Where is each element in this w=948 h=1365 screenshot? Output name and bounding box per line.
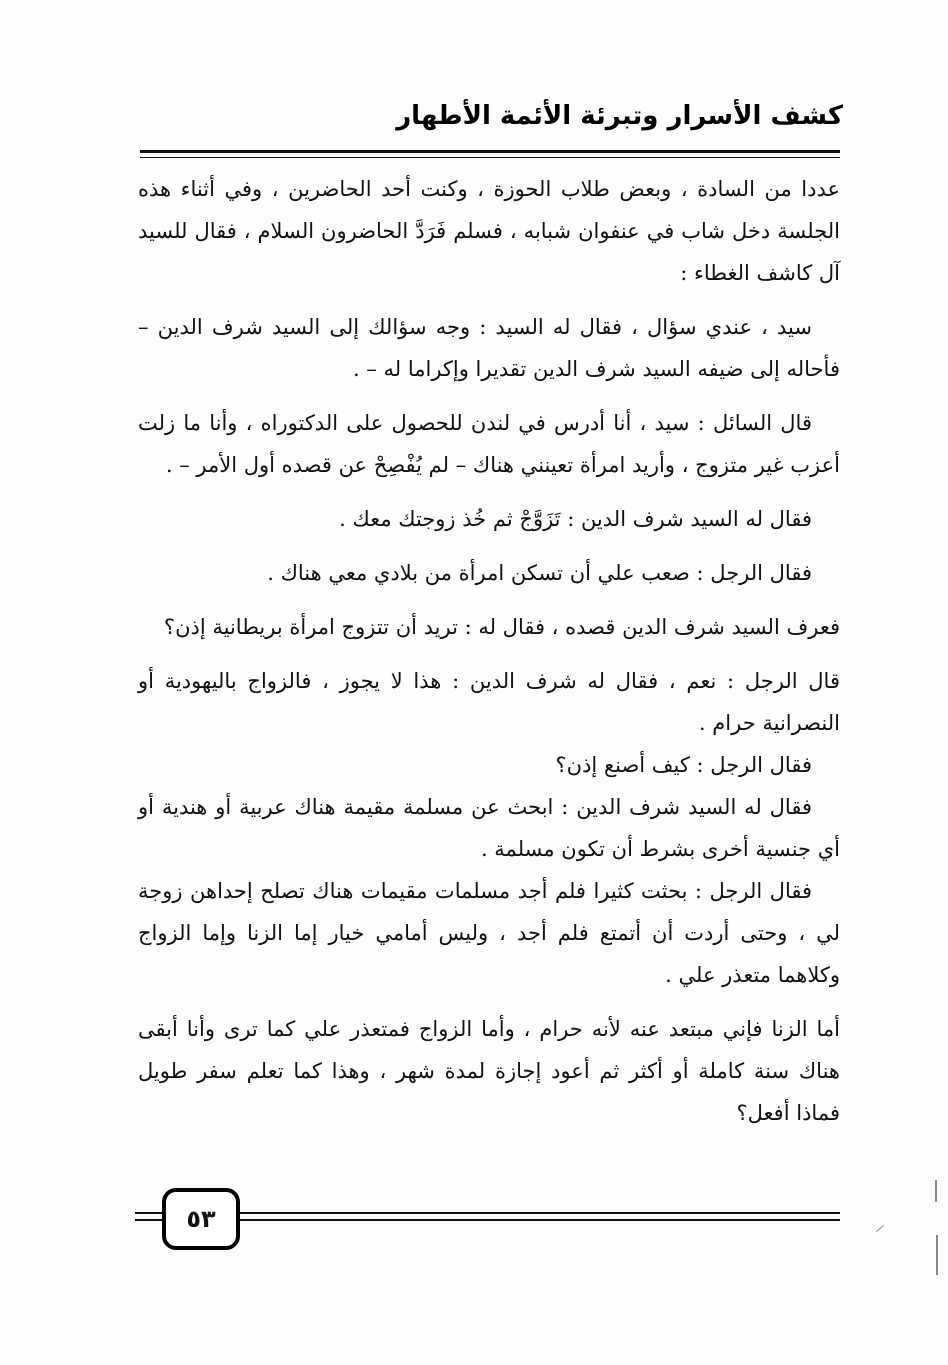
paragraph: قال الرجل : نعم ، فقال له شرف الدين : هذا لا يجوز ، فالزواج باليهودية أو النصرانية حرام . (138, 669, 840, 735)
paragraph: فعرف السيد شرف الدين قصده ، فقال له : تريد أن تتزوج امرأة بريطانية إذن؟ (163, 615, 840, 639)
footer-divider-right-bottom (240, 1219, 840, 1221)
paragraph: فقال له السيد شرف الدين : ابحث عن مسلمة مقيمة هناك عربية أو هندية أو أي جنسية أخرى بشرط أن تكون مسلمة . (138, 795, 840, 861)
page-number-box: ٥٣ (162, 1188, 240, 1250)
footer-divider-right-top (240, 1212, 840, 1214)
paragraph: سيد ، عندي سؤال ، فقال له السيد : وجه سؤالك إلى السيد شرف الدين – فأحاله إلى ضيفه السيد شرف الدين تقديرا وإكراما له – . (138, 315, 840, 381)
scan-edge-mark (936, 1235, 938, 1275)
paragraph: فقال الرجل : صعب علي أن تسكن امرأة من بلادي معي هناك . (267, 561, 812, 585)
running-header-title: كشف الأسرار وتبرئة الأئمة الأطهار (396, 101, 843, 131)
paragraph: فقال له السيد شرف الدين : تَزَوَّجْ ثم خُذ زوجتك معك . (339, 507, 812, 531)
header-divider-thick (140, 150, 840, 153)
header-divider-thin (140, 157, 840, 158)
paragraph: عددا من السادة ، وبعض طلاب الحوزة ، وكنت أحد الحاضرين ، وفي أثناء هذه الجلسة دخل شاب في عنفوان شبابه ، فسلم فَرَدَّ الحاضرون السلام ، فقال للسيد آل كاشف الغطاء : (138, 177, 840, 285)
scan-edge-mark (876, 1225, 884, 1232)
paragraph: قال السائل : سيد ، أنا أدرس في لندن للحصول على الدكتوراه ، وأنا ما زلت أعزب غير متزوج ، وأريد امرأة تعينني هناك – لم يُفْصِحْ عن قصده أول الأمر – . (138, 411, 840, 477)
paragraph: فقال الرجل : كيف أصنع إذن؟ (555, 753, 812, 777)
paragraph: أما الزنا فإني مبتعد عنه لأنه حرام ، وأما الزواج فمتعذر علي كما ترى وأنا أبقى هناك سنة كاملة أو أكثر ثم أعود إجازة لمدة شهر ، وهذا كما تعلم سفر طويل فماذا أفعل؟ (138, 1017, 840, 1125)
scan-edge-mark (935, 1180, 937, 1202)
body-text (138, 168, 840, 1134)
paragraph: فقال الرجل : بحثت كثيرا فلم أجد مسلمات مقيمات هناك تصلح إحداهن زوجة لي ، وحتى أردت أن أتمتع فلم أجد ، وليس أمامي خيار إما الزنا وإما الزواج وكلاهما متعذر علي . (138, 879, 840, 987)
